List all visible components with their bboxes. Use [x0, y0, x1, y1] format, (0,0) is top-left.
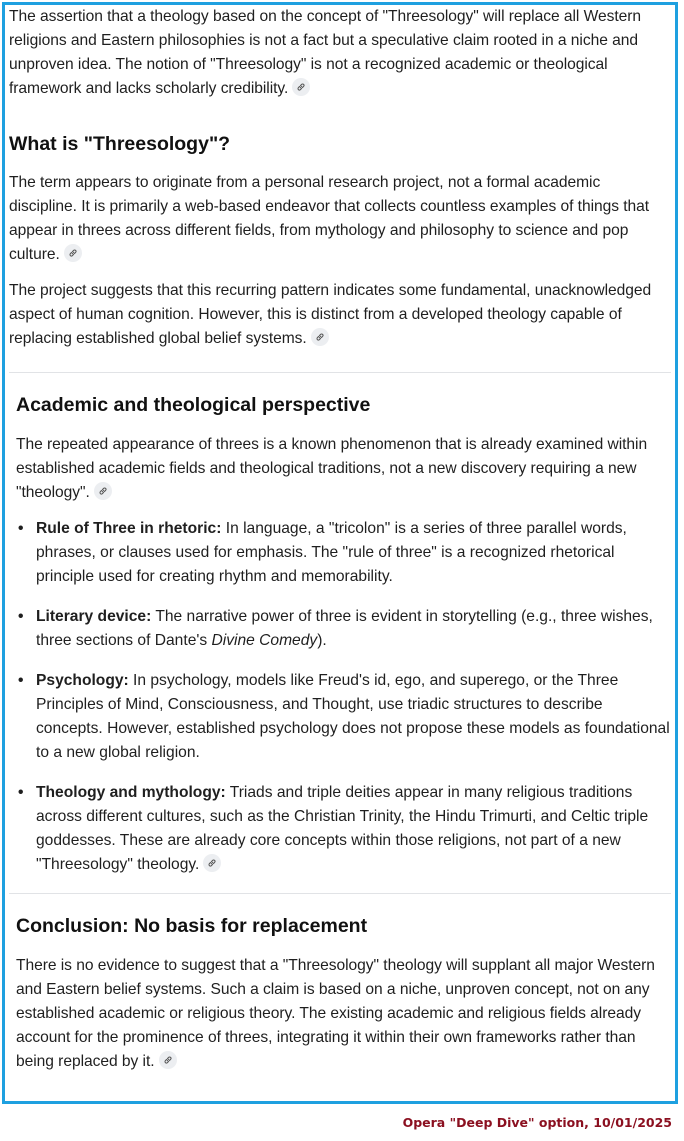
answer-content — [9, 5, 671, 1074]
item-text: In psychology, models like Freud's id, ego, and superego, or the Three Principles of Mind, Consciousness, and Thought, use triadic structures to describe concepts. However, established psychology does not propose these models as foundational to a new global religion. — [36, 672, 670, 761]
intro-paragraph — [9, 5, 671, 101]
source-link-button[interactable] — [64, 244, 82, 262]
what-is-paragraph — [9, 171, 671, 267]
list-item — [16, 781, 671, 877]
item-tail: ). — [317, 632, 327, 649]
link-icon — [98, 486, 108, 496]
item-term: Literary device: — [36, 608, 152, 625]
item-term: Rule of Three in rhetoric: — [36, 520, 222, 537]
academic-section — [9, 392, 671, 877]
item-text: The narrative power of three is evident in storytelling (e.g., three wishes, three sections of Dante's — [36, 608, 653, 649]
what-is-paragraph — [9, 279, 671, 351]
what-is-heading: What is "Threesology"? — [9, 133, 231, 155]
conclusion-heading: Conclusion: No basis for replacement — [16, 915, 368, 937]
source-link-button[interactable] — [203, 854, 221, 872]
list-item — [16, 517, 671, 589]
link-icon — [68, 248, 78, 258]
what-is-text-2: The project suggests that this recurring pattern indicates some fundamental, unacknowledged aspect of human cognition. However, this is distinct from a developed theology capable of replacing established global belief systems. — [9, 282, 652, 347]
item-text: Triads and triple deities appear in many religious traditions across different cultures, such as the Christian Trinity, the Hindu Trimurti, and Celtic triple goddesses. These are already core concepts within those religions, not part of a new "Threesology" theology. — [36, 784, 649, 873]
item-term: Theology and mythology: — [36, 784, 226, 801]
source-caption: Opera "Deep Dive" option, 10/01/2025 — [402, 1115, 672, 1130]
conclusion-paragraph — [16, 954, 671, 1074]
link-icon — [163, 1055, 173, 1065]
conclusion-section — [9, 913, 671, 1074]
what-is-text-1: The term appears to originate from a personal research project, not a formal academic discipline. It is primarily a web-based endeavor that collects countless examples of things that appear in threes across different fields, from mythology and philosophy to science and pop culture. — [9, 174, 650, 263]
link-icon — [207, 858, 217, 868]
source-link-button[interactable] — [292, 78, 310, 96]
perspective-list — [16, 517, 671, 877]
source-link-button[interactable] — [94, 482, 112, 500]
list-item — [16, 669, 671, 765]
source-link-button[interactable] — [159, 1051, 177, 1069]
conclusion-text: There is no evidence to suggest that a "Threesology" theology will supplant all major Western and Eastern belief systems. Such a claim is based on a niche, unproven concept, not on any established academic or religious theory. The existing academic and religious fields already account for the prominence of threes, integrating it within their own frameworks rather than being replaced by it. — [16, 957, 655, 1070]
academic-intro-text: The repeated appearance of threes is a known phenomenon that is already examined within established academic fields and theological traditions, not a new discovery requiring a new "theology". — [16, 436, 648, 501]
intro-text: The assertion that a theology based on the concept of "Threesology" will replace all Western religions and Eastern philosophies is not a fact but a speculative claim rooted in a niche and unproven idea. The notion of "Threesology" is not a recognized academic or theological framework and lacks scholarly credibility. — [9, 8, 642, 97]
item-italic-title: Divine Comedy — [211, 632, 318, 649]
link-icon — [315, 332, 325, 342]
list-item — [16, 605, 671, 653]
item-text: In language, a "tricolon" is a series of three parallel words, phrases, or clauses used for emphasis. The "rule of three" is a recognized rhetorical principle used for creating rhythm and memorability. — [36, 520, 627, 585]
link-icon — [296, 82, 306, 92]
section-divider — [9, 372, 671, 373]
item-term: Psychology: — [36, 672, 129, 689]
source-link-button[interactable] — [311, 328, 329, 346]
academic-heading: Academic and theological perspective — [16, 394, 371, 416]
section-divider — [9, 893, 671, 894]
academic-intro — [16, 433, 671, 505]
